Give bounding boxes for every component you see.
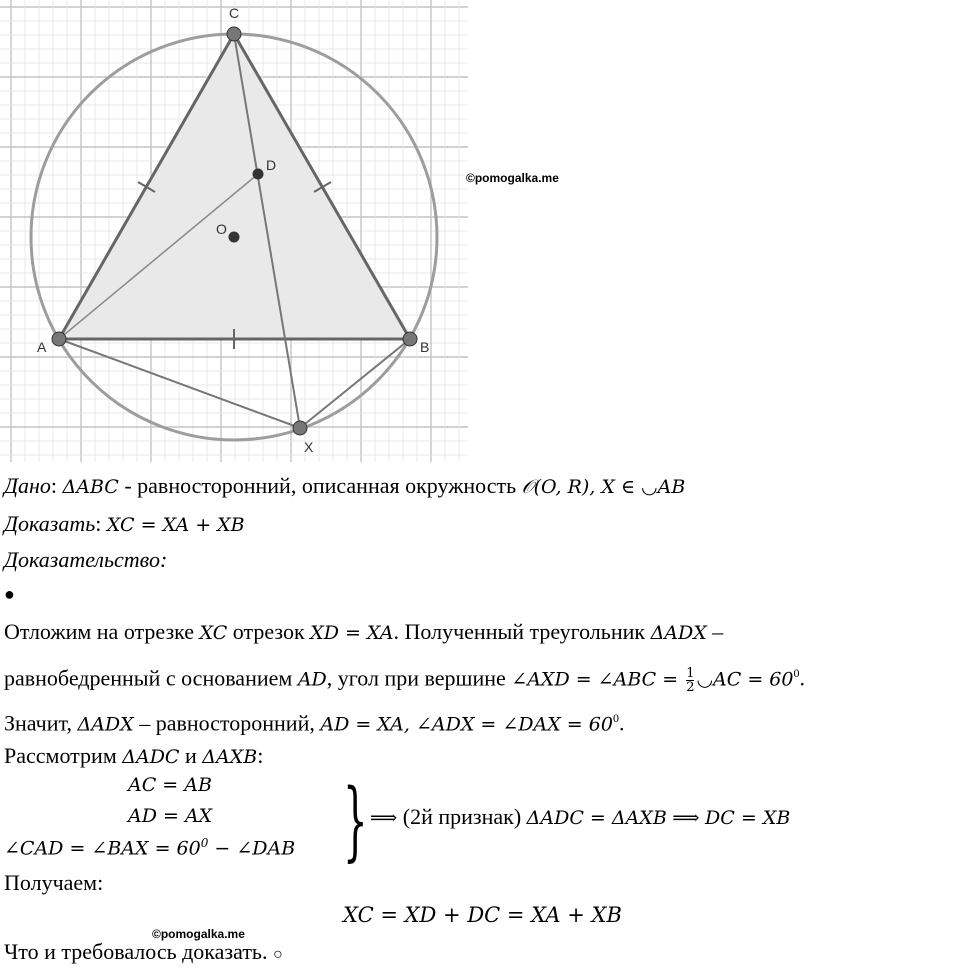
- given-text: - равносторонний, описанная окружность: [118, 473, 522, 498]
- point-d: [253, 169, 264, 180]
- result-label: Получаем:: [4, 870, 104, 895]
- system-conclusion: ⟹ (2й признак) ΔADC = ΔAXB ⟹ DC = XB: [370, 804, 791, 829]
- system-row-3: ∠CAD = ∠BAX = $60^0$ − ∠DAB: [4, 836, 296, 860]
- label-d: D: [266, 157, 277, 173]
- point-x: [293, 421, 307, 435]
- point-b: [403, 332, 417, 346]
- point-a: [52, 332, 66, 346]
- segment-bx: [300, 339, 410, 428]
- proof-label: Доказательство:: [4, 547, 168, 572]
- system-row-1: AC = AB: [128, 774, 212, 796]
- triangle-abc: [59, 34, 410, 339]
- given-label: Дано: [4, 473, 51, 498]
- result-formula: XC = XD + DC = XA + XB: [343, 903, 622, 927]
- prove-statement: XC = XA + XB: [106, 514, 245, 536]
- end-mark: ○: [272, 946, 283, 963]
- given-circle: 𝒪(O, R), X ∈ ◡AB: [521, 476, 686, 498]
- proof-para-4: Рассмотрим ΔADC и ΔAXB:: [4, 743, 264, 768]
- prove-line: Доказать: XC = XA + XB: [4, 511, 245, 536]
- label-c: C: [229, 5, 240, 21]
- fraction-one-half: $\frac{1}{2}$: [686, 665, 695, 695]
- system-brace: }: [343, 771, 368, 871]
- proof-para-2: равнобедренный с основанием AD, угол при вершине ∠AXD = ∠ABC = $\frac{1}{2}$ ◡AC = $60^0$.: [4, 665, 805, 695]
- point-c: [227, 27, 241, 41]
- system-row-2: AD = AX: [128, 805, 213, 827]
- label-b: B: [420, 339, 430, 355]
- bullet: ●: [4, 584, 15, 604]
- given-line: Дано: ΔABC - равносторонний, описанная окружность 𝒪(O, R), X ∈ ◡AB: [4, 473, 686, 498]
- given-triangle: ΔABC: [62, 476, 119, 498]
- geometry-figure: [0, 0, 470, 465]
- watermark-top: ©pomogalka.me: [466, 171, 559, 185]
- label-o: O: [216, 221, 227, 237]
- conclusion-line: Что и требовалось доказать. ○: [4, 939, 283, 964]
- proof-para-3: Значит, ΔADX – равносторонний, AD = XA, ∠ADX = ∠DAX = $60^0$.: [4, 710, 625, 736]
- proof-para-1: Отложим на отрезке XC отрезок XD = XA. Полученный треугольник ΔADX –: [4, 619, 724, 644]
- point-o: [229, 232, 240, 243]
- prove-label: Доказать: [4, 511, 96, 536]
- label-a: A: [37, 339, 47, 355]
- watermark-bottom: ©pomogalka.me: [152, 927, 245, 941]
- label-x: X: [304, 439, 314, 455]
